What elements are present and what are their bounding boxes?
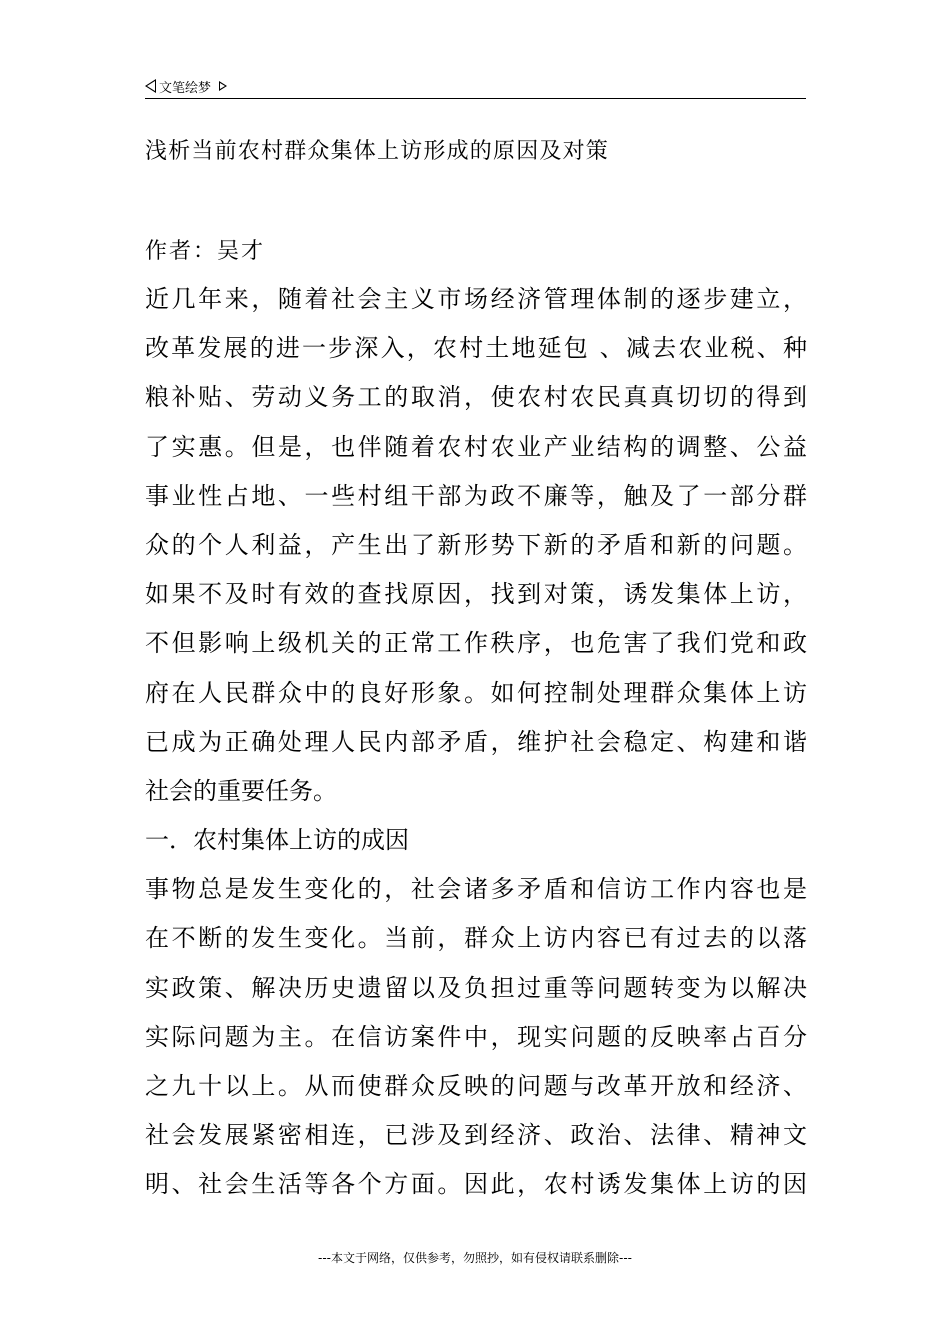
document-body xyxy=(145,275,807,1210)
body-line: 不但影响上级机关的正常工作秩序，也危害了我们党和政 xyxy=(145,629,807,658)
page-header xyxy=(145,74,806,99)
body-line: 了实惠。但是，也伴随着农村农业产业结构的调整、公益 xyxy=(145,432,807,461)
document-author: 作者：吴才 xyxy=(145,239,266,264)
body-line: 事物总是发生变化的，社会诸多矛盾和信访工作内容也是 xyxy=(145,875,807,904)
body-line: 明、社会生活等各个方面。因此，农村诱发集体上访的因 xyxy=(145,1170,807,1199)
body-line: 之九十以上。从而使群众反映的问题与改革开放和经济、 xyxy=(145,1072,807,1100)
footer-notice: ---本文于网络，仅供参考，勿照抄，如有侵权请联系删除--- xyxy=(318,1251,632,1265)
body-line: 社会发展紧密相连，已涉及到经济、政治、法律、精神文 xyxy=(145,1121,807,1150)
section-heading: 一．农村集体上访的成因 xyxy=(145,826,409,855)
body-line: 已成为正确处理人民内部矛盾，维护社会稳定、构建和谐 xyxy=(145,727,807,756)
body-line: 近几年来，随着社会主义市场经济管理体制的逐步建立， xyxy=(145,285,807,313)
body-line: 粮补贴、劳动义务工的取消，使农村农民真真切切的得到 xyxy=(145,383,807,412)
body-line: 改革发展的进一步深入，农村土地延包 、减去农业税、种 xyxy=(145,334,807,363)
body-line: 如果不及时有效的查找原因，找到对策，诱发集体上访， xyxy=(145,580,807,609)
body-line: 事业性占地、一些村组干部为政不廉等，触及了一部分群 xyxy=(145,481,807,510)
triangle-right-icon xyxy=(219,81,227,91)
header-brand: 文笔绘梦 xyxy=(159,80,212,96)
body-line: 社会的重要任务。 xyxy=(145,776,337,805)
body-line: 众的个人利益，产生出了新形势下新的矛盾和新的问题。 xyxy=(145,530,807,559)
body-line: 实政策、解决历史遗留以及负担过重等问题转变为以解决 xyxy=(145,973,807,1002)
triangle-left-icon xyxy=(145,79,156,93)
body-line: 府在人民群众中的良好形象。如何控制处理群众集体上访 xyxy=(145,678,807,707)
body-line: 实际问题为主。在信访案件中，现实问题的反映率占百分 xyxy=(145,1022,807,1051)
document-title: 浅析当前农村群众集体上访形成的原因及对策 xyxy=(145,139,610,164)
body-line: 在不断的发生变化。当前，群众上访内容已有过去的以落 xyxy=(145,924,807,953)
